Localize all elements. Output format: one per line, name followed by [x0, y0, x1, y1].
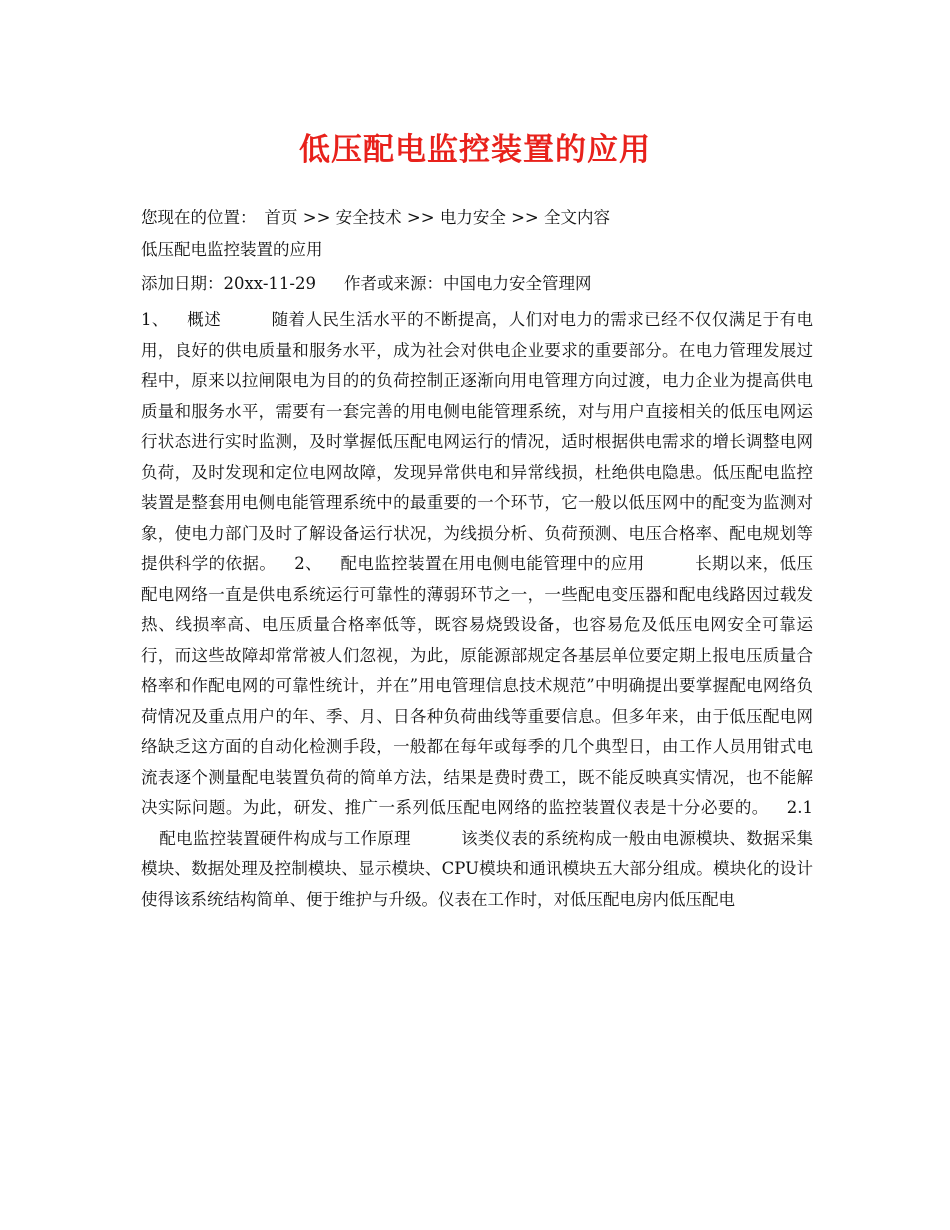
document-title: 低压配电监控装置的应用 [299, 132, 651, 168]
breadcrumb-label: 您现在的位置： [141, 208, 257, 227]
breadcrumb-item-home[interactable]: 首页 [264, 208, 298, 227]
breadcrumb-item-safety-tech[interactable]: 安全技术 [335, 208, 402, 227]
article-meta [141, 269, 821, 299]
section-2-1-text: 该类仪表的系统构成一般由电源模块、数据采集模块、数据处理及控制模块、显示模块、CPU模块和通讯模块五大部分组成。模块化的设计使得该系统结构简单、便于维护与升级。仪表在工作时，对低压配电房内低压配电 [141, 828, 814, 909]
article-paragraph [141, 305, 813, 915]
section-2-1-number: 2.1 [786, 798, 813, 817]
source-value: 中国电力安全管理网 [442, 274, 592, 293]
section-2-1-heading: 配电监控装置硬件构成与工作原理 [159, 828, 411, 848]
source-label: 作者或来源： [343, 274, 443, 293]
section-1-heading: 概述 [186, 310, 222, 329]
date-value: 20xx-11-29 [223, 274, 316, 293]
section-1-text: 随着人民生活水平的不断提高，人们对电力的需求已经不仅仅满足于有电用，良好的供电质量和服务水平，成为社会对供电企业要求的重要部分。在电力管理发展过程中，原来以拉闸限电为目的的负荷控制正逐渐向用电管理方向过渡，电力企业为提高供电质量和服务水平，需要有一套完善的用电侧电能管理系统，对与用户直接相关的低压电网运行状态进行实时监测，及时掌握低压配电网运行的情况，适时根据供电需求的增长调整电网负荷，及时发现和定位电网故障，发现异常供电和异常线损，杜绝供电隐患。低压配电监控装置是整套用电侧电能管理系统中的最重要的一个环节，它一般以低压网中的配变为监测对象，使电力部门及时了解设备运行状况，为线损分析、负荷预测、电压合格率、配电规划等提供科学的依据。 [141, 310, 814, 573]
breadcrumb-separator: >> [302, 208, 331, 227]
section-1-number: 1、 [141, 310, 169, 329]
article-body [141, 305, 813, 915]
section-2-number: 2、 [294, 554, 323, 573]
breadcrumb-item-power-safety[interactable]: 电力安全 [439, 208, 506, 227]
article-subtitle: 低压配电监控装置的应用 [141, 240, 323, 259]
breadcrumb-separator: >> [511, 208, 539, 227]
section-2-text: 长期以来，低压配电网络一直是供电系统运行可靠性的薄弱环节之一，一些配电变压器和配电线路因过载发热、线损率高、电压质量合格率低等，既容易烧毁设备，也容易危及低压电网安全可靠运行，而这些故障却常常被人们忽视，为此，原能源部规定各基层单位要定期上报电压质量合格率和作配电网的可靠性统计，并在”用电管理信息技术规范”中明确提出要掌握配电网络负荷情况及重点用户的年、季、月、日各种负荷曲线等重要信息。但多年来，由于低压配电网络缺乏这方面的自动化检测手段，一般都在每年或每季的几个典型日，由工作人员用钳式电流表逐个测量配电装置负荷的简单方法，结果是费时费工，既不能反映真实情况，也不能解决实际问题。为此，研发、推广一系列低压配电网络的监控装置仪表是十分必要的。 [141, 554, 814, 817]
breadcrumb-item-full-text[interactable]: 全文内容 [543, 208, 610, 227]
breadcrumb-separator: >> [406, 208, 435, 227]
date-label: 添加日期： [141, 274, 224, 293]
section-2-heading: 配电监控装置在用电侧电能管理中的应用 [340, 554, 645, 573]
breadcrumb [141, 203, 821, 233]
